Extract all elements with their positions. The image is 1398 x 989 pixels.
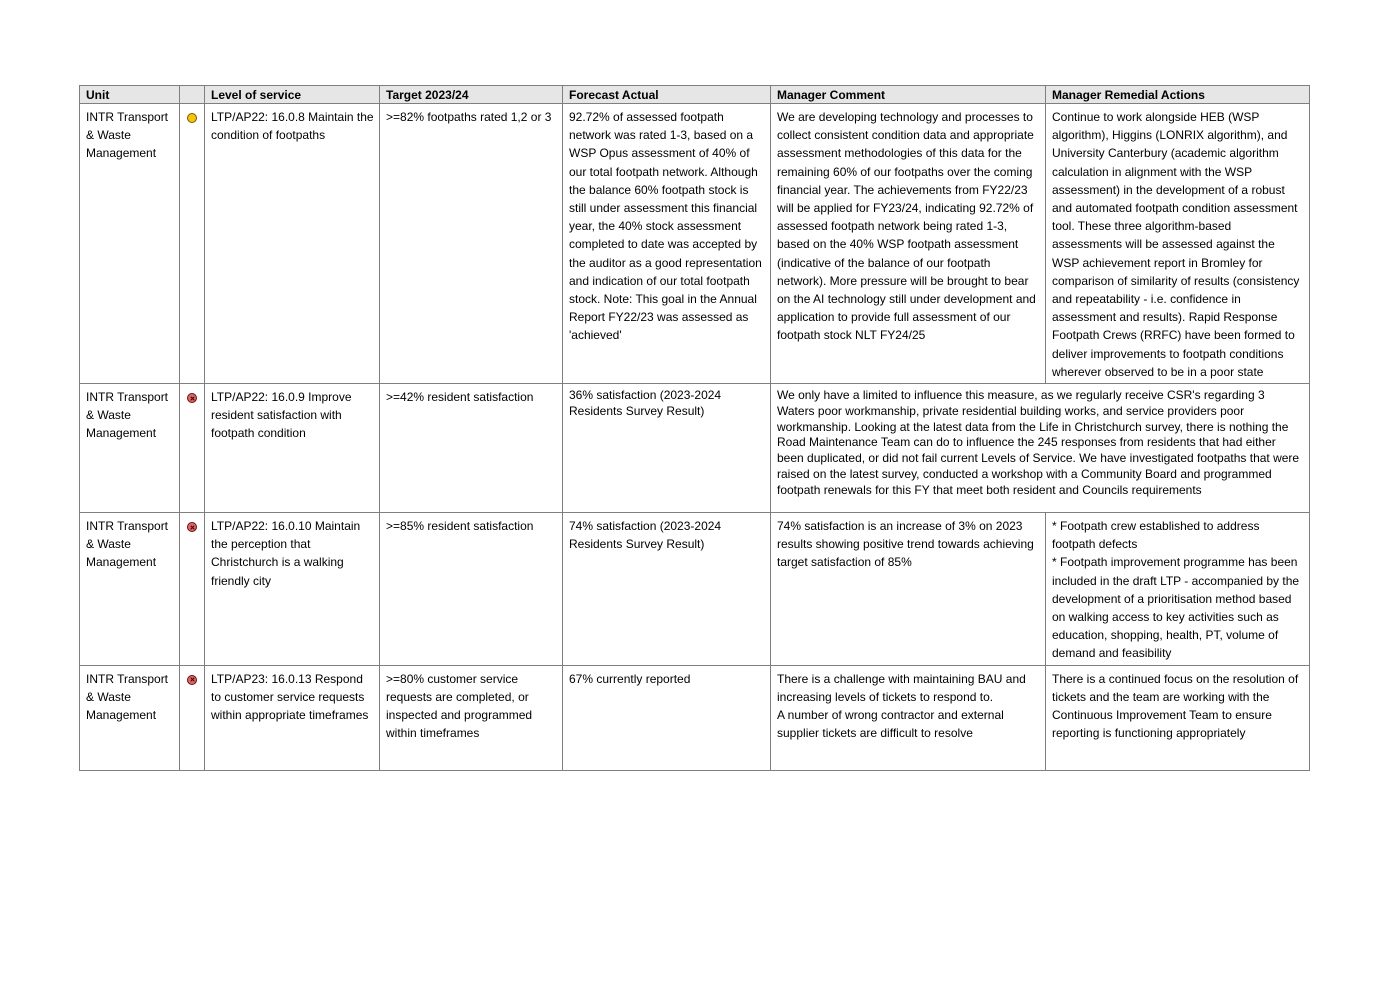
header-row [80, 86, 1310, 104]
header-unit: Unit [80, 86, 180, 104]
cell-manager-comment: 74% satisfaction is an increase of 3% on 2023 results showing positive trend towards achieving target satisfaction of 85% [771, 513, 1046, 666]
performance-table [79, 85, 1310, 771]
table-row [80, 665, 1310, 770]
cell-forecast-actual: 74% satisfaction (2023-2024 Residents Survey Result) [563, 513, 771, 666]
cell-remedial-actions: Continue to work alongside HEB (WSP algorithm), Higgins (LONRIX algorithm), and University Canterbury (academic algorithm calculation in alignment with the WSP assessment) in the development of a robust and automated footpath condition assessment tool. These three algorithm-based assessments will be assessed against the WSP achievement report in Bromley for comparison of similarity of results (consistency and repeatability - i.e. confidence in assessment and results). Rapid Response Footpath Crews (RRFC) have been formed to deliver improvements to footpath conditions wherever observed to be in a poor state [1046, 104, 1310, 384]
cell-level-of-service: LTP/AP22: 16.0.10 Maintain the perception that Christchurch is a walking friendly city [205, 513, 380, 666]
cell-remedial-actions: There is a continued focus on the resolution of tickets and the team are working with the Continuous Improvement Team to ensure reporting is functioning appropriately [1046, 665, 1310, 770]
cell-target: >=85% resident satisfaction [380, 513, 563, 666]
header-manager-comment: Manager Comment [771, 86, 1046, 104]
table-row [80, 384, 1310, 513]
cell-forecast-actual: 67% currently reported [563, 665, 771, 770]
cell-manager-comment: We are developing technology and processes to collect consistent condition data and appropriate assessment methodologies of this data for the remaining 60% of our footpaths over the coming financial year. The achievements from FY22/23 will be applied for FY23/24, indicating 92.72% of assessed footpath network being rated 1-3, based on the 40% WSP footpath assessment (indicative of the balance of our footpath network). More pressure will be brought to bear on the AI technology still under development and application to provide full assessment of our footpath stock NLT FY24/25 [771, 104, 1046, 384]
cell-status [180, 384, 205, 513]
cell-unit: INTR Transport & Waste Management [80, 513, 180, 666]
cell-remedial-actions [1046, 513, 1310, 666]
cell-target: >=82% footpaths rated 1,2 or 3 [380, 104, 563, 384]
header-forecast-actual: Forecast Actual [563, 86, 771, 104]
cell-unit: INTR Transport & Waste Management [80, 665, 180, 770]
table-row [80, 104, 1310, 384]
header-status [180, 86, 205, 104]
header-target: Target 2023/24 [380, 86, 563, 104]
cell-unit: INTR Transport & Waste Management [80, 104, 180, 384]
manager-comment-text: There is a challenge with maintaining BAU and increasing levels of tickets to respond to. A number of wrong contractor and external supplier tickets are difficult to resolve [777, 671, 1026, 741]
status-red-cross-icon [187, 522, 197, 532]
cell-level-of-service: LTP/AP22: 16.0.8 Maintain the condition of footpaths [205, 104, 380, 384]
cell-forecast-actual: 92.72% of assessed footpath network was rated 1-3, based on a WSP Opus assessment of 40% of our total footpath network. Although the balance 60% footpath stock is still under assessment this financial year, the 40% stock assessment completed to date was accepted by the auditor as a good representation and indication of our total footpath stock. Note: This goal in the Annual Report FY22/23 was assessed as 'achieved' [563, 104, 771, 384]
cell-status [180, 104, 205, 384]
cell-status [180, 513, 205, 666]
cell-unit: INTR Transport & Waste Management [80, 384, 180, 513]
cell-manager-comment: We only have a limited to influence this measure, as we regularly receive CSR's regarding 3 Waters poor workmanship, private residential building works, and service providers poor workmanship. Looking at the latest data from the Life in Christchurch survey, there is nothing the Road Maintenance Team can do to influence the 245 responses from residents that had either been duplicated, or did not fail current Levels of Service. We have investigated footpaths that were raised on the latest survey, conducted a workshop with a Community Board and programmed footpath renewals for this FY that meet both resident and Councils requirements [771, 384, 1310, 513]
status-red-cross-icon [187, 393, 197, 403]
header-remedial-actions: Manager Remedial Actions [1046, 86, 1310, 104]
cell-status [180, 665, 205, 770]
table-row [80, 513, 1310, 666]
header-level-of-service: Level of service [205, 86, 380, 104]
remedial-text: * Footpath crew established to address footpath defects * Footpath improvement programme has been included in the draft LTP - accompanied by the development of a prioritisation method based on walking access to key activities such as education, shopping, health, PT, volume of demand and feasibility [1052, 519, 1300, 661]
status-amber-icon [187, 113, 197, 123]
cell-target: >=80% customer service requests are completed, or inspected and programmed within timeframes [380, 665, 563, 770]
cell-level-of-service: LTP/AP22: 16.0.9 Improve resident satisfaction with footpath condition [205, 384, 380, 513]
cell-manager-comment [771, 665, 1046, 770]
cell-forecast-actual: 36% satisfaction (2023-2024 Residents Survey Result) [563, 384, 771, 513]
status-red-cross-icon [187, 675, 197, 685]
cell-target: >=42% resident satisfaction [380, 384, 563, 513]
cell-level-of-service: LTP/AP23: 16.0.13 Respond to customer service requests within appropriate timeframes [205, 665, 380, 770]
